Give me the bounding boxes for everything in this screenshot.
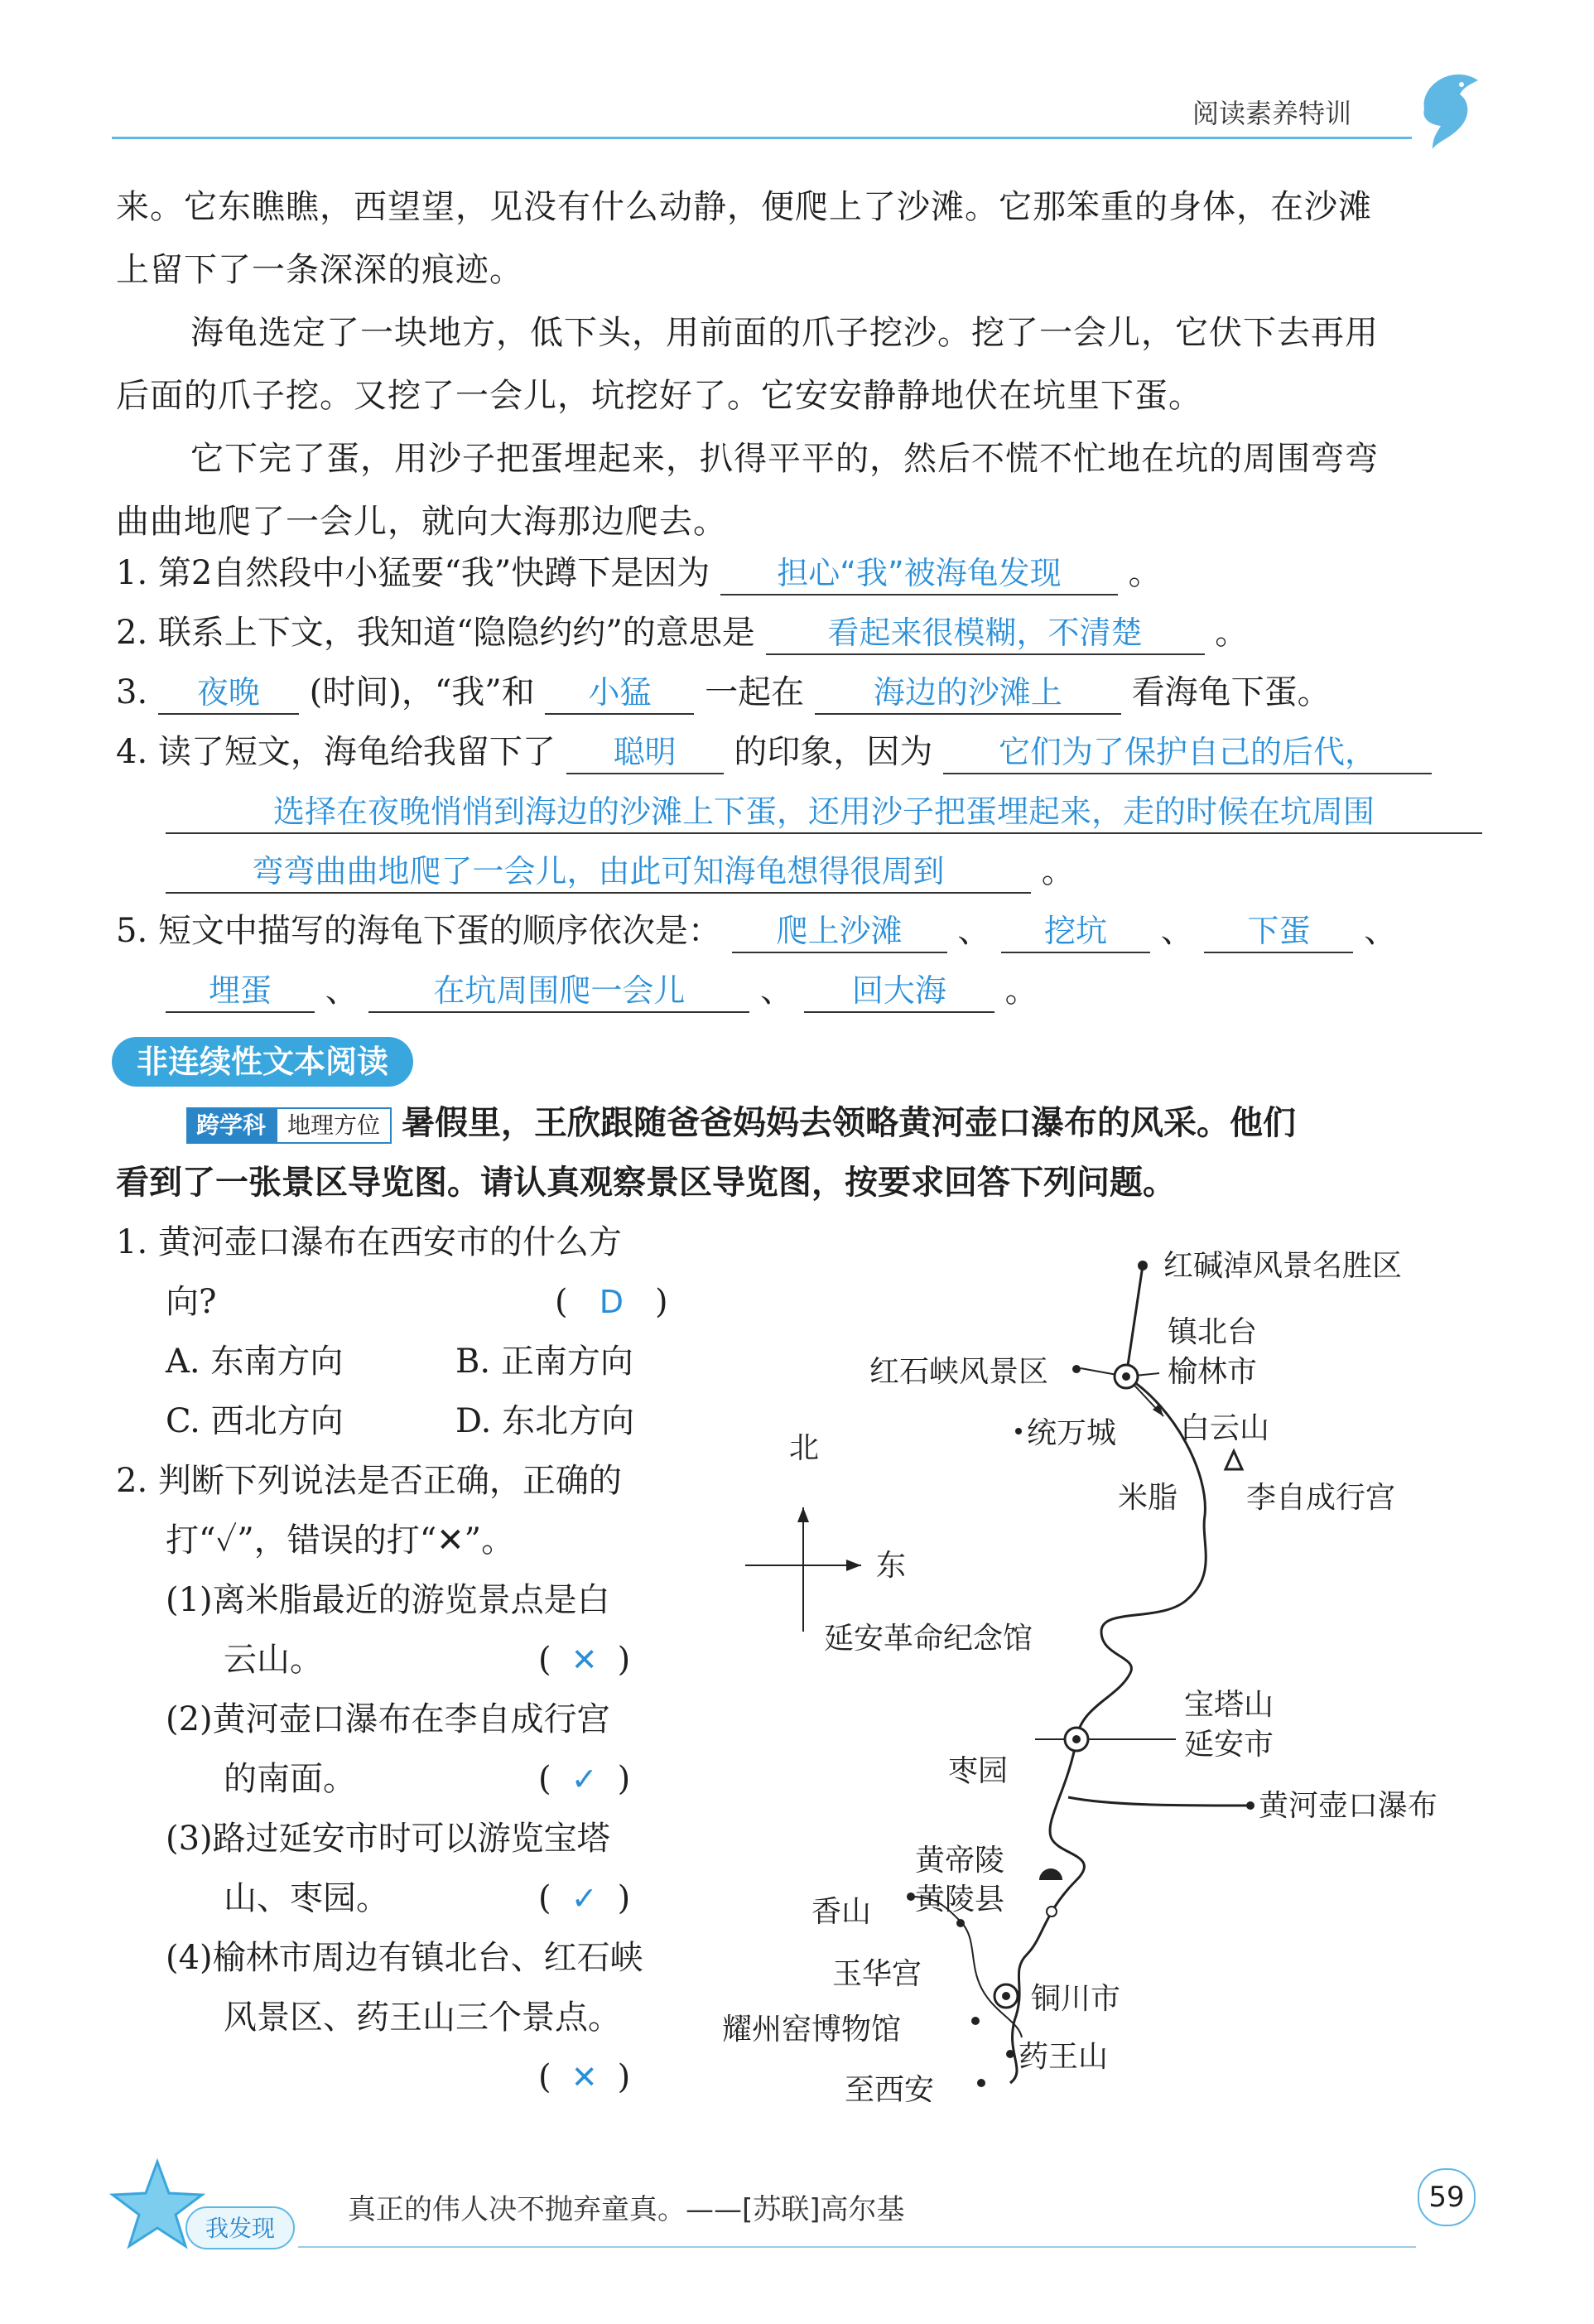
dolphin-icon — [1412, 60, 1486, 151]
map-label-tongchuan: 铜川市 — [1031, 1982, 1121, 2016]
tf-paren-close: ) — [617, 1760, 631, 1798]
mc-answer[interactable]: D — [599, 1284, 624, 1320]
page-number: 59 — [1418, 2168, 1476, 2226]
xian-direction-dot — [977, 2079, 985, 2087]
map-label-xiangshan: 香山 — [811, 1895, 872, 1929]
passage-line-2: 上留下了一条深深的痕迹。 — [116, 251, 523, 289]
map-label-huangling: 黄陵县 — [915, 1883, 1005, 1917]
question-4-line-2 — [166, 782, 1482, 841]
question-1 — [116, 543, 1162, 603]
question-1-suffix: 。 — [1128, 554, 1162, 592]
question-4-answer-reason-3[interactable]: 弯弯曲曲地爬了一会儿，由此可知海龟想得很周到 — [166, 851, 1031, 894]
question-4-answer-impression[interactable]: 聪明 — [566, 731, 724, 774]
tf-item-1-line-1: (1)离米脂最近的游览景点是白 — [166, 1581, 610, 1619]
scenic-area-map — [712, 1193, 1507, 2145]
tongwan-dot — [1015, 1428, 1022, 1434]
yuhuagong-dot — [956, 1919, 965, 1927]
question-4-answer-reason-2[interactable]: 选择在夜晚悄悄到海边的沙滩上下蛋，还用沙子把蛋埋起来，走的时候在坑周围 — [166, 791, 1482, 834]
question-4-answer-reason-1[interactable]: 它们为了保护自己的后代， — [943, 731, 1432, 774]
map-label-lizicheng: 李自成行宫 — [1246, 1481, 1396, 1515]
map-label-hongjian: 红碱淖风景名胜区 — [1163, 1249, 1403, 1283]
map-label-yaowang: 药王山 — [1019, 2040, 1109, 2074]
topic-tag: 地理方位 — [276, 1107, 392, 1144]
tf-item-3-text: 山、枣园。 — [224, 1879, 389, 1917]
question-5-separator: 、 — [760, 972, 794, 1010]
tongchuan-city-center — [1002, 1992, 1010, 2000]
running-header: 阅读素养特训 — [1192, 98, 1352, 129]
header-rule — [112, 137, 1412, 139]
question-3-answer-person[interactable]: 小猛 — [545, 672, 694, 715]
map-label-hongshixia: 红石峡风景区 — [869, 1355, 1049, 1389]
yanan-city-center — [1072, 1735, 1081, 1743]
question-3-text-3: 看海龟下蛋。 — [1131, 673, 1331, 711]
tf-item-4-mark[interactable]: ✕ — [571, 2059, 598, 2095]
huangling-dot — [1047, 1907, 1057, 1917]
footer-quote: 真正的伟人决不抛弃童真。——[苏联]高尔基 — [348, 2193, 905, 2226]
branch-hukou — [1068, 1797, 1250, 1806]
section-intro — [186, 1093, 1296, 1153]
map-label-yuhuagong: 玉华宫 — [832, 1957, 922, 1991]
question-3-answer-time[interactable]: 夜晚 — [158, 672, 299, 715]
map-label-baiyun: 白云山 — [1180, 1411, 1270, 1445]
huangdiling-tomb-icon — [1039, 1868, 1062, 1880]
mc-paren-close: ) — [655, 1283, 668, 1321]
tf-item-1-line-2 — [224, 1630, 696, 1690]
passage-line-1: 来。它东瞧瞧，西望望，见没有什么动静，便爬上了沙滩。它那笨重的身体，在沙滩 — [116, 188, 1372, 226]
mc-option-a[interactable]: A. 东南方向 — [166, 1343, 344, 1381]
hukou-dot — [1246, 1801, 1254, 1810]
map-label-huangdiling: 黄帝陵 — [915, 1844, 1005, 1878]
tf-item-2-mark[interactable]: ✓ — [571, 1761, 598, 1797]
question-4-line-3 — [166, 841, 1075, 901]
mc-paren-open: ( — [555, 1283, 568, 1321]
question-1-prompt: 1. 第2自然段中小猛要“我”快蹲下是因为 — [116, 554, 710, 592]
question-3-text-2: 一起在 — [705, 673, 805, 711]
passage-line-3: 海龟选定了一块地方，低下头，用前面的爪子挖沙。挖了一会儿，它伏下去再用 — [190, 314, 1379, 352]
passage-line-6: 曲曲地爬了一会儿，就向大海那边爬去。 — [116, 503, 727, 541]
tf-item-1-text: 云山。 — [224, 1641, 323, 1679]
question-3 — [116, 663, 1331, 722]
mc-question-line-2 — [166, 1272, 696, 1332]
question-5-separator: 、 — [1364, 912, 1398, 950]
question-4-prompt: 4. 读了短文，海龟给我留下了 — [116, 733, 556, 771]
question-4-suffix: 。 — [1041, 852, 1075, 890]
tf-item-1-mark[interactable]: ✕ — [571, 1642, 598, 1678]
question-5-separator: 、 — [957, 912, 991, 950]
question-5-step-4[interactable]: 埋蛋 — [166, 970, 315, 1013]
question-5 — [116, 901, 1397, 961]
hongshixia-dot — [1072, 1365, 1081, 1373]
mc-question-text: 向? — [166, 1283, 217, 1321]
question-5-line-2 — [166, 961, 1038, 1020]
tf-item-2-text: 的南面。 — [224, 1760, 356, 1798]
question-2-suffix: 。 — [1215, 614, 1249, 652]
question-2-answer[interactable]: 看起来很模糊，不清楚 — [766, 612, 1205, 655]
tf-item-3-line-2 — [224, 1868, 696, 1928]
passage-line-5: 它下完了蛋，用沙子把蛋埋起来，扒得平平的，然后不慌不忙地在坑的周围弯弯 — [190, 440, 1379, 478]
question-5-end: 。 — [1004, 972, 1038, 1010]
yulin-city-center — [1122, 1372, 1130, 1381]
xiangshan-dot — [907, 1892, 915, 1901]
section-intro-line-2: 看到了一张景区导览图。请认真观察景区导览图，按要求回答下列问题。 — [116, 1164, 1176, 1202]
map-label-tongwan: 统万城 — [1027, 1416, 1117, 1450]
passage-line-4: 后面的爪子挖。又挖了一会儿，坑挖好了。它安安静静地伏在坑里下蛋。 — [116, 377, 1202, 415]
section-intro-line-1: 暑假里，王欣跟随爸爸妈妈去领略黄河壶口瀑布的风采。他们 — [402, 1104, 1297, 1142]
question-4-text-mid: 的印象，因为 — [734, 733, 933, 771]
footer-badge — [108, 2153, 298, 2261]
question-5-separator: 、 — [325, 972, 359, 1010]
tf-item-2-line-1: (2)黄河壶口瀑布在李自成行宫 — [166, 1700, 610, 1738]
branch-yuhuagong — [911, 1897, 1022, 2037]
map-label-yulin: 榆林市 — [1168, 1355, 1258, 1389]
section-title: 非连续性文本阅读 — [112, 1037, 413, 1087]
question-5-step-3[interactable]: 下蛋 — [1204, 910, 1353, 953]
footer-rule — [298, 2246, 1416, 2248]
subject-tag: 跨学科 — [186, 1107, 276, 1144]
tf-item-4-answer — [538, 2047, 630, 2107]
map-label-yanan-memorial: 延安革命纪念馆 — [824, 1622, 1033, 1656]
tf-paren-close: ) — [617, 2058, 631, 2096]
compass-east-label: 东 — [876, 1549, 907, 1583]
map-label-mizhi: 米脂 — [1118, 1481, 1178, 1515]
tf-paren-open: ( — [538, 2058, 551, 2096]
compass-icon — [745, 1507, 861, 1632]
footer-badge-text: 我发现 — [205, 2215, 276, 2242]
tf-item-3-line-1: (3)路过延安市时可以游览宝塔 — [166, 1820, 610, 1858]
question-1-answer[interactable]: 担心“我”被海龟发现 — [720, 552, 1118, 595]
mc-question-line-1: 1. 黄河壶口瀑布在西安市的什么方 — [116, 1223, 622, 1261]
map-label-hukou: 黄河壶口瀑布 — [1259, 1789, 1438, 1823]
question-5-separator: 、 — [1160, 912, 1194, 950]
map-label-zaoyuan: 枣园 — [948, 1754, 1009, 1788]
tf-paren-open: ( — [538, 1760, 551, 1798]
yaowang-dot — [1006, 2050, 1014, 2058]
compass-north-label: 北 — [789, 1431, 820, 1465]
tf-paren-open: ( — [538, 1879, 551, 1917]
tf-paren-close: ) — [617, 1879, 631, 1917]
question-4 — [116, 722, 1432, 782]
map-label-baota: 宝塔山 — [1184, 1688, 1274, 1722]
mc-option-d[interactable]: D. 东北方向 — [455, 1402, 635, 1440]
tf-intro-line-2: 打“✓”，错误的打“✕”。 — [166, 1521, 515, 1560]
question-5-step-1[interactable]: 爬上沙滩 — [732, 910, 947, 953]
mc-option-c[interactable]: C. 西北方向 — [166, 1402, 344, 1440]
tf-item-2-line-2 — [224, 1749, 696, 1809]
yaozhou-dot — [971, 2017, 980, 2025]
palace-icon — [1226, 1451, 1242, 1469]
tf-item-4-line-1: (4)榆林市周边有镇北台、红石峡 — [166, 1939, 643, 1977]
tf-item-3-mark[interactable]: ✓ — [571, 1880, 598, 1917]
tf-item-4-line-2: 风景区、药王山三个景点。 — [224, 1999, 621, 2037]
map-label-zhenbeitai: 镇北台 — [1168, 1315, 1258, 1349]
map-label-yaozhou: 耀州窑博物馆 — [722, 2013, 902, 2047]
question-2 — [116, 603, 1248, 663]
question-5-step-6[interactable]: 回大海 — [804, 970, 994, 1013]
question-5-prompt: 5. 短文中描写的海龟下蛋的顺序依次是： — [116, 912, 721, 950]
question-3-answer-place[interactable]: 海边的沙滩上 — [815, 672, 1121, 715]
question-2-prompt: 2. 联系上下文，我知道“隐隐约约”的意思是 — [116, 614, 755, 652]
tf-paren-close: ) — [617, 1641, 631, 1679]
mc-option-b[interactable]: B. 正南方向 — [455, 1343, 633, 1381]
question-3-text-1: (时间)，“我”和 — [309, 673, 535, 711]
tf-intro-line-1: 2. 判断下列说法是否正确，正确的 — [116, 1462, 622, 1500]
question-5-step-2[interactable]: 挖坑 — [1001, 910, 1150, 953]
map-label-yanan: 延安市 — [1184, 1728, 1274, 1762]
question-3-number: 3. — [116, 673, 148, 711]
hongjian-dot — [1138, 1261, 1148, 1270]
question-5-step-5[interactable]: 在坑周围爬一会儿 — [368, 970, 749, 1013]
tf-paren-open: ( — [538, 1641, 551, 1679]
map-label-to-xian: 至西安 — [845, 2073, 935, 2107]
